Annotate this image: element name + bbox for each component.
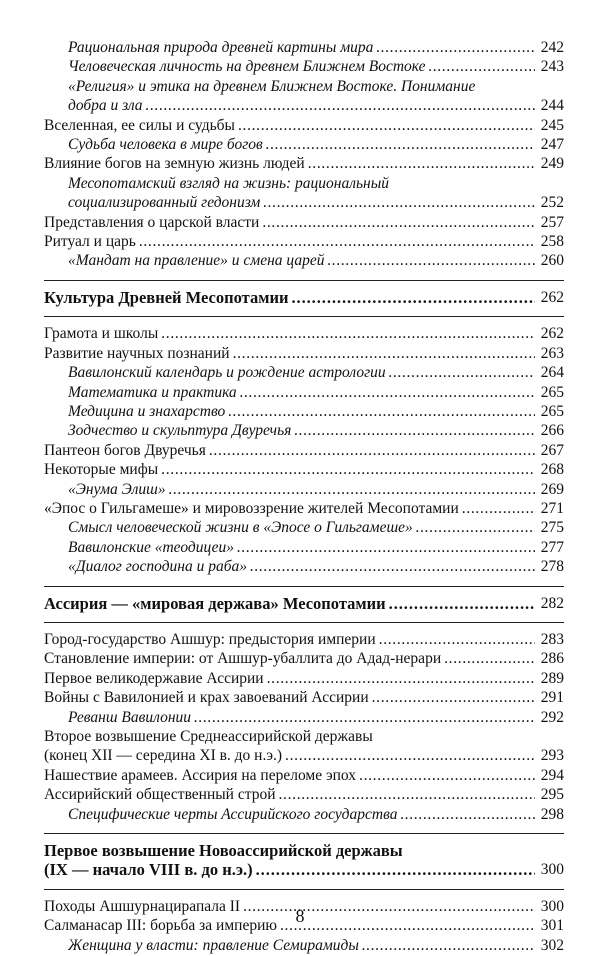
dot-leader [308, 154, 535, 173]
section-divider [44, 622, 564, 623]
entry-title: Математика и практика [68, 383, 237, 401]
entry-title: Грамота и школы [44, 325, 159, 343]
entry-page: 249 [540, 155, 564, 173]
dot-leader [161, 324, 535, 343]
dot-leader [263, 193, 535, 212]
toc-entry[interactable] [44, 785, 564, 804]
entry-title: Вселенная, ее силы и судьбы [44, 116, 235, 134]
entry-page: 269 [540, 480, 564, 498]
heading-title: Культура Древней Месопотамии [44, 287, 289, 307]
dot-leader [161, 460, 535, 479]
entry-title: «Энума Элиш» [68, 480, 166, 498]
entry-title: Первое великодержавие Ассирии [44, 669, 264, 687]
section-divider [44, 889, 564, 890]
toc-entry[interactable] [44, 480, 564, 499]
section-heading[interactable] [44, 594, 564, 613]
entry-page: 294 [540, 766, 564, 784]
toc-entry[interactable] [44, 135, 564, 154]
entry-page: 242 [540, 39, 564, 56]
toc-entry[interactable] [44, 421, 564, 440]
toc-entry[interactable] [44, 708, 564, 727]
entry-page: 283 [540, 630, 564, 648]
toc-entry[interactable] [44, 57, 564, 76]
toc-entry-line[interactable]: Месопотамский взгляд на жизнь: рациональный [68, 174, 389, 192]
section-divider [44, 833, 564, 834]
dot-leader [462, 499, 535, 518]
heading-title: Ассирия — «мировая держава» Месопотамии [44, 593, 386, 613]
entry-page: 282 [540, 594, 564, 612]
entry-page: 293 [540, 747, 564, 765]
dot-leader [250, 557, 535, 576]
entry-title: Походы Ашшурнацирапала II [44, 897, 241, 915]
dot-leader [279, 785, 536, 804]
dot-leader [429, 57, 535, 76]
dot-leader [400, 805, 535, 824]
entry-page: 300 [540, 861, 564, 879]
entry-page: 301 [540, 917, 564, 935]
toc-entry[interactable] [44, 363, 564, 382]
toc-entry[interactable] [44, 344, 564, 363]
dot-leader [444, 649, 535, 668]
entry-title: Влияние богов на земную жизнь людей [44, 155, 305, 173]
dot-leader [146, 96, 535, 115]
entry-page: 265 [540, 383, 564, 401]
section-heading[interactable] [44, 860, 564, 879]
toc-entry[interactable] [44, 518, 564, 537]
dot-leader [285, 746, 535, 765]
entry-page: 258 [540, 233, 564, 251]
entry-title: Медицина и знахарство [68, 402, 226, 420]
entry-title: Женщина у власти: правление Семирамиды [68, 936, 359, 954]
entry-page: 286 [540, 650, 564, 668]
toc-entry[interactable] [44, 688, 564, 707]
entry-page: 257 [540, 213, 564, 231]
toc-entry[interactable] [44, 402, 564, 421]
dot-leader [379, 630, 535, 649]
page-number: 8 [295, 906, 305, 926]
toc-entry[interactable] [44, 499, 564, 518]
entry-title: Смысл человеческой жизни в «Эпосе о Гильгамеше» [68, 519, 413, 537]
entry-page: 289 [540, 669, 564, 687]
toc-entry[interactable] [44, 538, 564, 557]
entry-page: 298 [540, 805, 564, 823]
toc-entry[interactable] [44, 649, 564, 668]
entry-title: Войны с Вавилонией и крах завоеваний Ассирии [44, 689, 369, 707]
entry-title: Реванш Вавилонии [68, 708, 192, 726]
entry-page: 292 [540, 708, 564, 726]
table-of-contents [44, 38, 564, 955]
entry-page: 266 [540, 422, 564, 440]
entry-title: социализированный гедонизм [68, 194, 261, 212]
toc-entry-line[interactable]: Второе возвышение Среднеассирийской державы [44, 728, 373, 745]
section-heading[interactable] [44, 288, 564, 307]
entry-title: (конец XII — середина XI в. до н.э.) [44, 747, 283, 765]
entry-title: «Мандат на правление» и смена царей [68, 252, 325, 270]
entry-page: 291 [540, 689, 564, 707]
entry-page: 247 [540, 136, 564, 154]
entry-title: Человеческая личность на древнем Ближнем Востоке [68, 58, 426, 76]
toc-entry[interactable] [44, 324, 564, 343]
dot-leader [262, 213, 535, 232]
entry-title: Вавилонский календарь и рождение астрологии [68, 364, 386, 382]
dot-leader [169, 480, 535, 499]
dot-leader [416, 518, 535, 537]
entry-title: Специфические черты Ассирийского государства [68, 805, 398, 823]
entry-page: 268 [540, 461, 564, 479]
dot-leader [194, 708, 535, 727]
entry-page: 275 [540, 519, 564, 537]
section-heading-line[interactable]: Первое возвышение Новоассирийской державы [44, 841, 403, 861]
dot-leader [139, 232, 535, 251]
toc-entry[interactable] [44, 213, 564, 232]
section-divider [44, 316, 564, 317]
entry-title: Ассирийский общественный строй [44, 786, 276, 804]
entry-page: 265 [540, 402, 564, 420]
entry-page: 262 [540, 288, 564, 306]
entry-title: добра и зла [68, 97, 143, 115]
entry-page: 244 [540, 97, 564, 115]
entry-page: 300 [540, 897, 564, 915]
entry-title: Нашествие арамеев. Ассирия на переломе эпох [44, 766, 357, 784]
entry-page: 245 [540, 116, 564, 134]
toc-entry[interactable] [44, 669, 564, 688]
dot-leader [389, 363, 535, 382]
dot-leader [327, 251, 535, 270]
toc-entry[interactable] [44, 96, 564, 115]
entry-page: 271 [540, 499, 564, 517]
section-divider [44, 586, 564, 587]
toc-entry[interactable] [44, 116, 564, 135]
entry-title: Некоторые мифы [44, 461, 159, 479]
entry-title: Зодчество и скульптура Двуречья [68, 422, 292, 440]
toc-entry[interactable] [44, 766, 564, 785]
toc-entry[interactable] [44, 441, 564, 460]
entry-title: Рациональная природа древней картины мира [68, 39, 374, 56]
entry-page: 278 [540, 558, 564, 576]
entry-page: 277 [540, 538, 564, 556]
entry-title: Салманасар III: борьба за империю [44, 917, 277, 935]
dot-leader [389, 594, 535, 613]
toc-entry-line[interactable]: «Религия» и этика на древнем Ближнем Востоке. Понимание [68, 77, 476, 95]
dot-leader [240, 383, 535, 402]
entry-title: «Диалог господина и раба» [68, 558, 248, 576]
entry-title: Ритуал и царь [44, 233, 136, 251]
heading-title: (IX — начало VIII в. до н.э.) [44, 860, 253, 880]
dot-leader [237, 538, 535, 557]
dot-leader [359, 766, 535, 785]
toc-entry[interactable] [44, 630, 564, 649]
toc-entry[interactable] [44, 38, 564, 57]
dot-leader [372, 688, 535, 707]
toc-entry[interactable] [44, 232, 564, 251]
entry-page: 267 [540, 441, 564, 459]
entry-title: «Эпос о Гильгамеше» и мировоззрение жителей Месопотамии [44, 499, 459, 517]
entry-title: Представления о царской власти [44, 213, 260, 231]
dot-leader [256, 860, 535, 879]
dot-leader [376, 38, 535, 57]
dot-leader [294, 421, 535, 440]
toc-entry[interactable] [44, 460, 564, 479]
entry-page: 263 [540, 344, 564, 362]
entry-title: Город-государство Ашшур: предыстория империи [44, 630, 376, 648]
entry-page: 262 [540, 325, 564, 343]
entry-title: Пантеон богов Двуречья [44, 441, 206, 459]
dot-leader [209, 441, 535, 460]
entry-page: 264 [540, 364, 564, 382]
dot-leader [362, 936, 535, 955]
entry-title: Вавилонские «теодицеи» [68, 538, 234, 556]
entry-title: Развитие научных познаний [44, 344, 230, 362]
dot-leader [238, 116, 535, 135]
entry-title: Становление империи: от Ашшур-убаллита до Адад-нерари [44, 650, 442, 668]
toc-entry[interactable] [44, 251, 564, 270]
dot-leader [228, 402, 535, 421]
entry-page: 260 [540, 252, 564, 270]
entry-title: Судьба человека в мире богов [68, 136, 263, 154]
toc-entry[interactable] [44, 557, 564, 576]
dot-leader [233, 344, 535, 363]
toc-entry[interactable] [44, 383, 564, 402]
toc-entry[interactable] [44, 936, 564, 955]
entry-page: 302 [540, 936, 564, 954]
toc-entry[interactable] [44, 746, 564, 765]
dot-leader [267, 669, 535, 688]
entry-page: 252 [540, 194, 564, 212]
entry-page: 243 [540, 58, 564, 76]
toc-entry[interactable] [44, 193, 564, 212]
dot-leader [266, 135, 535, 154]
toc-entry[interactable] [44, 154, 564, 173]
entry-page: 295 [540, 786, 564, 804]
toc-entry[interactable] [44, 805, 564, 824]
section-divider [44, 280, 564, 281]
dot-leader [291, 288, 535, 307]
